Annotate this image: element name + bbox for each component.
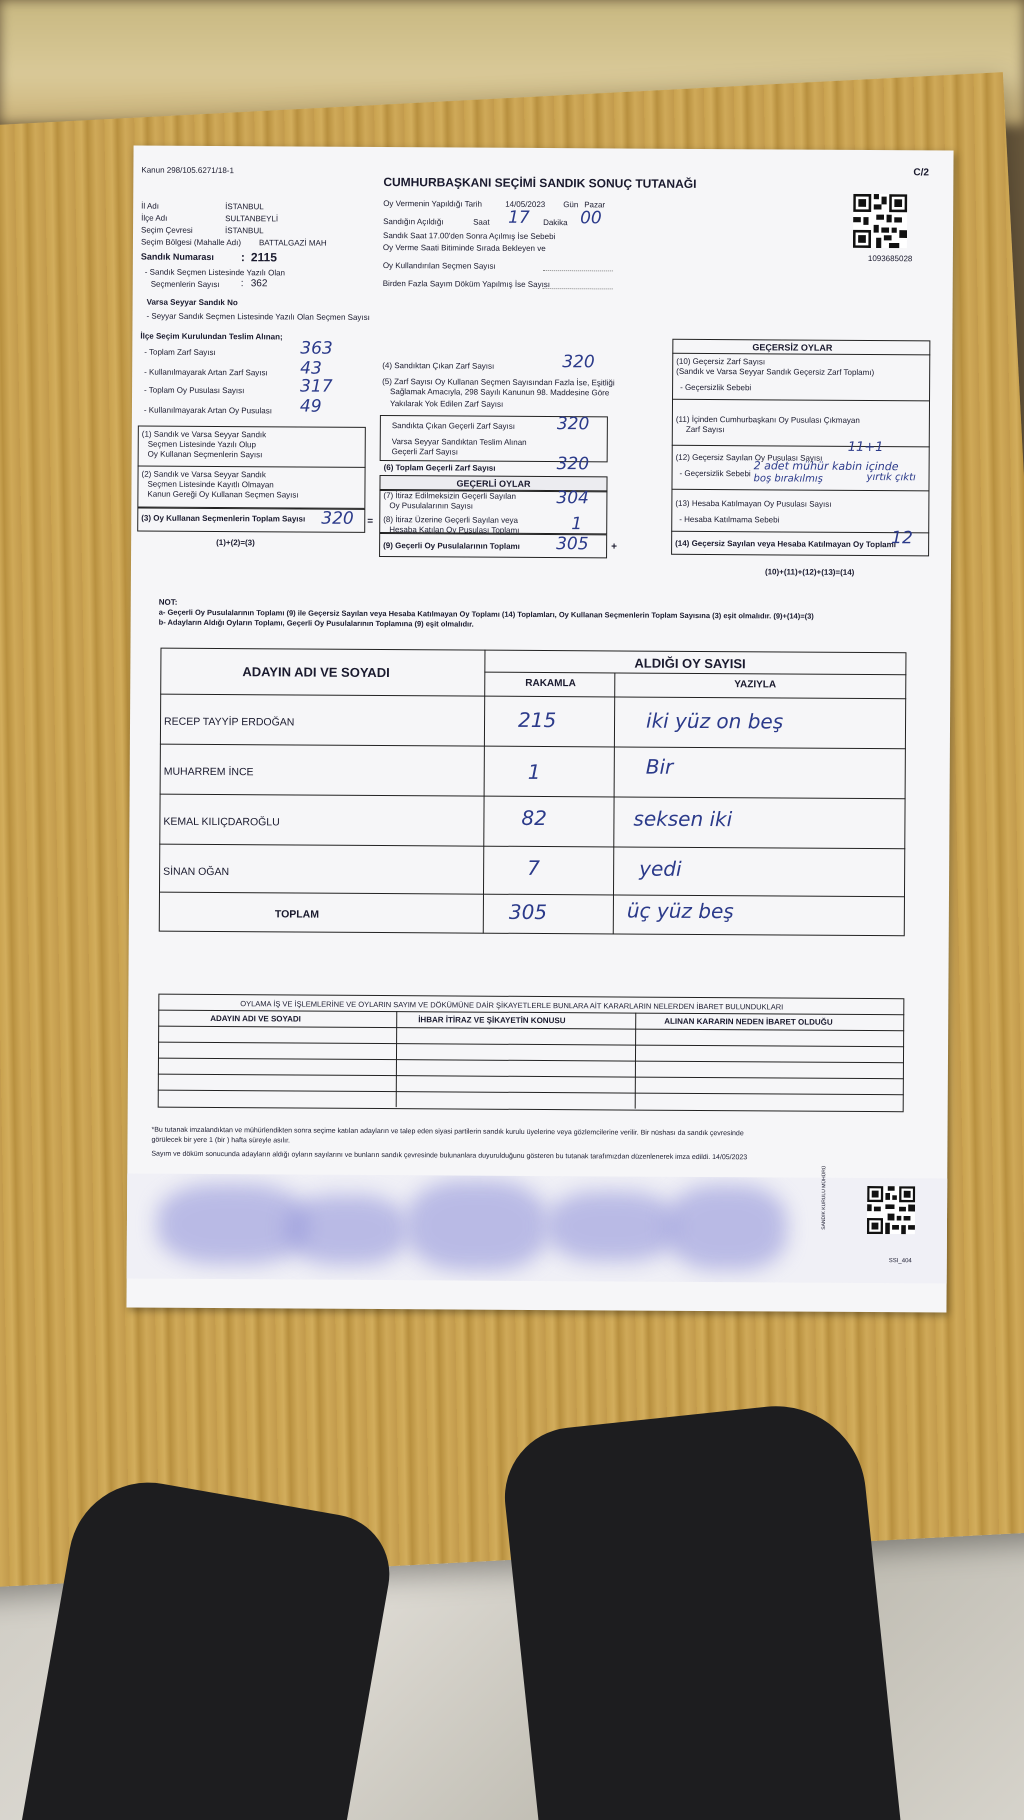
complaints-col3-header: ALINAN KARARIN NEDEN İBARET OLDUĞU xyxy=(664,1016,833,1027)
footer-line-2: görülecek bir yere 1 (bir ) hafta süreyle asılır. xyxy=(151,1136,291,1145)
row14-label: (14) Geçersiz Sayılan veya Hesaba Katılmayan Oy Toplamı xyxy=(675,538,897,550)
row5-label-2: Sağlamak Amacıyla, 298 Sayılı Kanunun 98. Maddesine Göre xyxy=(390,387,610,398)
dakika-value: 00 xyxy=(580,208,602,229)
saat-label: Saat xyxy=(473,217,490,227)
row12-reason-3: yırtık çıktı xyxy=(866,471,916,484)
received-row-value: 317 xyxy=(300,376,333,397)
note-line-b: b- Adayların Aldığı Oyların Toplamı, Geçerli Oy Pusulalarının Toplamına (9) eşit olmalıdır. xyxy=(158,617,474,629)
row9-value: 305 xyxy=(556,534,589,555)
mobile-box-label: Varsa Seyyar Sandık No xyxy=(146,297,238,308)
late-opening-label: Sandık Saat 17.00'den Sonra Açılmış İse Sebebi xyxy=(382,231,556,242)
inner-row1-value: 320 xyxy=(556,414,590,435)
bolge-label: Seçim Bölgesi (Mahalle Adı) xyxy=(140,237,242,248)
row10-label: (10) Geçersiz Zarf Sayısı xyxy=(676,356,766,367)
words-header: YAZIYLA xyxy=(734,679,777,691)
row10-label-2: (Sandık ve Varsa Seyyar Sandık Geçersiz Zarf Toplamı) xyxy=(676,366,875,378)
blur-blot xyxy=(667,1185,788,1271)
row4-label: (4) Sandıktan Çıkan Zarf Sayısı xyxy=(382,361,495,371)
registered-voters-label: - Sandık Seçmen Listesinde Yazılı Olan xyxy=(144,267,286,278)
received-row-value: 363 xyxy=(300,338,333,359)
candidate-votes-digits: 215 xyxy=(517,707,557,733)
row5-label-3: Yakılarak Yok Edilen Zarf Sayısı xyxy=(389,399,504,409)
form-id: SSI_404 xyxy=(888,1258,912,1265)
ilce-value: SULTANBEYLİ xyxy=(225,214,279,224)
ilce-label: İlçe Adı xyxy=(141,213,168,223)
ballot-box-number: 2115 xyxy=(250,250,277,265)
ballot-box-colon: : xyxy=(240,250,245,265)
votes-received-header: ALDIĞI OY SAYISI xyxy=(634,655,746,672)
blur-blot xyxy=(547,1191,677,1262)
note-line-a: a- Geçerli Oy Pusulalarının Toplamı (9) ile Geçersiz Sayılan veya Hesaba Katılmayan Oy Toplamı (14) Toplamları, Oy Kullanan Seçmenlerin Toplam Sayısına (3) eşit olmalıdır. (9)+(14)=(3) xyxy=(158,607,814,621)
complaints-col2-header: İHBAR İTİRAZ VE ŞİKAYETİN KONUSU xyxy=(418,1015,566,1026)
box1-label: (1) Sandık ve Varsa Seyyar Sandık xyxy=(141,429,267,440)
tally-sheet xyxy=(126,146,953,1313)
complaints-title: OYLAMA İŞ VE İŞLEMLERİNE VE OYLARIN SAYIM VE DÖKÜMÜNE DAİR ŞİKAYETLERLE BUNLARA AİT KARARLARIN NELERDEN İBARET BULUNDUKLARI xyxy=(240,999,784,1012)
digits-header: RAKAMLA xyxy=(525,677,576,690)
total-votes-digits: 305 xyxy=(508,899,548,925)
candidate-name: SİNAN OĞAN xyxy=(163,865,230,879)
candidate-name: RECEP TAYYİP ERDOĞAN xyxy=(164,715,295,729)
dotted-line xyxy=(543,288,613,289)
row8-value: 1 xyxy=(571,514,583,535)
il-label: İl Adı xyxy=(141,201,160,211)
row7-label-2: Oy Pusulalarının Sayısı xyxy=(389,501,473,511)
box2-label-2: Seçmen Listesinde Kayıtlı Olmayan xyxy=(147,479,274,490)
inner-row2-label-2: Geçerli Zarf Sayısı xyxy=(391,447,458,457)
page-title: CUMHURBAŞKANI SEÇİMİ SANDIK SONUÇ TUTANAĞI xyxy=(383,175,697,191)
candidate-votes-words: yedi xyxy=(639,856,682,881)
received-heading: İlçe Seçim Kurulundan Teslim Alınan; xyxy=(140,331,283,342)
seal-side-text: SANDIK KURULU MÜHÜRÜ xyxy=(820,1165,828,1230)
opening-label: Sandığın Açıldığı xyxy=(383,217,444,227)
date-label: Oy Vermenin Yapıldığı Tarih xyxy=(383,199,482,209)
row10-reason-label: - Geçersizlik Sebebi xyxy=(680,382,752,393)
valid-votes-heading: GEÇERLİ OYLAR xyxy=(456,478,531,489)
plus-sign: + xyxy=(611,541,617,553)
received-row-label: - Toplam Zarf Sayısı xyxy=(144,347,216,358)
candidate-votes-digits: 82 xyxy=(521,805,547,831)
row12-reason-2: boş bırakılmış xyxy=(753,473,823,485)
cevre-value: İSTANBUL xyxy=(225,226,264,236)
row12-reason-label: - Geçersizlik Sebebi xyxy=(679,468,751,479)
row11-label: (11) İçinden Cumhurbaşkanı Oy Pusulası Çıkmayan xyxy=(675,414,860,425)
row6-value: 320 xyxy=(556,454,590,475)
blur-blot xyxy=(287,1194,407,1265)
complaints-col1-header: ADAYIN ADI VE SOYADI xyxy=(210,1013,301,1024)
row5-label: (5) Zarf Sayısı Oy Kullanan Seçmen Sayısından Fazla İse, Eşitliği xyxy=(382,377,615,388)
received-row-value: 49 xyxy=(299,396,322,417)
box2-label-3: Kanun Gereği Oy Kullanan Seçmen Sayısı xyxy=(147,489,299,500)
date-value: 14/05/2023 xyxy=(505,199,546,210)
total-voters-value: 320 xyxy=(321,508,354,529)
row4-value: 320 xyxy=(562,352,595,373)
footer-line-1: *Bu tutanak imzalandıktan ve mühürlendikten sonra seçime katılan adayların ve talep eden siyasi partilerin sandık kurulu üyelerine veya gözlemcilerine verilir. Bir nüshası da sandık çevresinde xyxy=(151,1126,744,1138)
row12-label: (12) Geçersiz Sayılan Oy Pusulası Sayısı xyxy=(675,452,823,463)
footer-line-3: Sayım ve döküm sonucunda adayların aldığı oyların sayılarını ve bunların sandık çevresinde bulunanlara duyurulduğunu gösteren bu tutanak tarafımızdan düzenlenerek imza edildi. 14/05/2023 xyxy=(151,1150,748,1162)
received-row-value: 43 xyxy=(300,358,322,379)
candidate-votes-words: Bir xyxy=(645,754,674,779)
dotted-line xyxy=(543,270,613,271)
candidate-votes-words: seksen iki xyxy=(633,806,733,832)
registered-voters-colon: : xyxy=(240,278,244,290)
candidate-votes-digits: 1 xyxy=(527,759,541,785)
candidate-votes-words: iki yüz on beş xyxy=(645,708,784,734)
row7-value: 304 xyxy=(556,488,589,509)
left-leg xyxy=(21,1470,399,1820)
invalid-votes-heading: GEÇERSİZ OYLAR xyxy=(752,342,833,353)
barcode-number: 1093685028 xyxy=(867,253,913,264)
blur-blot xyxy=(407,1180,548,1271)
late-voters-label: Oy Kullandırılan Seçmen Sayısı xyxy=(382,261,496,271)
inner-row2-label: Varsa Seyyar Sandıktan Teslim Alınan xyxy=(391,437,527,447)
row7-label: (7) İtiraz Edilmeksizin Geçerli Sayılan xyxy=(383,491,516,501)
il-value: İSTANBUL xyxy=(225,202,264,212)
box1-label-2: Seçmen Listesinde Yazılı Olup xyxy=(147,439,256,450)
candidate-name-header: ADAYIN ADI VE SOYADI xyxy=(242,664,390,681)
candidate-name: KEMAL KILIÇDAROĞLU xyxy=(163,815,280,829)
mobile-voters-label: - Seyyar Sandık Seçmen Listesinde Yazılı Olan Seçmen Sayısı xyxy=(146,311,370,322)
bolge-value: BATTALGAZİ MAH xyxy=(258,238,327,248)
right-leg xyxy=(498,1397,902,1820)
box1-label-3: Oy Kullanan Seçmenlerin Sayısı xyxy=(147,449,263,460)
candidate-name: MUHARREM İNCE xyxy=(163,765,254,779)
formula-10-14: (10)+(11)+(12)+(13)=(14) xyxy=(764,567,855,577)
qr-code-icon xyxy=(853,194,907,248)
recount-label: Birden Fazla Sayım Döküm Yapılmış İse Sayısı xyxy=(382,279,551,290)
day-label: Gün xyxy=(563,200,579,210)
equals-sign: = xyxy=(367,515,374,527)
row8-label: (8) İtiraz Üzerine Geçerli Sayılan veya xyxy=(383,515,519,525)
row12-value: 11+1 xyxy=(847,439,884,456)
late-opening-label-2: Oy Verme Saati Bitiminde Sırada Bekleyen ve xyxy=(382,243,546,254)
dakika-label: Dakika xyxy=(543,218,568,228)
form-code: C/2 xyxy=(913,167,930,179)
cevre-label: Seçim Çevresi xyxy=(141,225,193,235)
qr-code-icon xyxy=(867,1186,915,1234)
inner-row1-label: Sandıkta Çıkan Geçerli Zarf Sayısı xyxy=(391,421,516,431)
received-row-label: - Kullanılmayarak Artan Zarf Sayısı xyxy=(144,367,268,378)
total-label: TOPLAM xyxy=(274,908,320,921)
row12-reason-1: 2 adet mühür kabin içinde xyxy=(753,459,899,474)
registered-voters-label-2: Seçmenlerin Sayısı xyxy=(150,279,220,290)
total-voters-label: (3) Oy Kullanan Seçmenlerin Toplam Sayısı xyxy=(141,513,306,524)
candidate-votes-digits: 7 xyxy=(527,855,540,881)
blur-blot xyxy=(157,1184,307,1265)
day-value: Pazar xyxy=(584,200,606,210)
row9-label: (9) Geçerli Oy Pusulalarının Toplamı xyxy=(383,541,520,551)
registered-voters-value: 362 xyxy=(250,278,268,290)
row14-value: 12 xyxy=(891,528,913,549)
received-row-label: - Toplam Oy Pusulası Sayısı xyxy=(144,385,245,396)
row8-label-2: Hesaba Katılan Oy Pusulası Toplamı xyxy=(389,525,520,535)
row13-reason-label: - Hesaba Katılmama Sebebi xyxy=(679,514,780,525)
row11-label-2: Zarf Sayısı xyxy=(685,424,725,435)
row6-label: (6) Toplam Geçerli Zarf Sayısı xyxy=(383,463,496,473)
saat-value: 17 xyxy=(508,207,530,228)
row13-label: (13) Hesaba Katılmayan Oy Pusulası Sayısı xyxy=(675,498,832,509)
box2-label: (2) Sandık ve Varsa Seyyar Sandık xyxy=(141,469,266,480)
total-votes-words: üç yüz beş xyxy=(626,898,734,924)
received-row-label: - Kullanılmayarak Artan Oy Pusulası xyxy=(143,405,273,416)
law-reference: Kanun 298/105.6271/18-1 xyxy=(141,165,234,176)
note-title: NOT: xyxy=(158,597,178,607)
formula-1-2-3: (1)+(2)=(3) xyxy=(216,538,255,548)
ballot-box-number-label: Sandık Numarası xyxy=(140,251,214,262)
